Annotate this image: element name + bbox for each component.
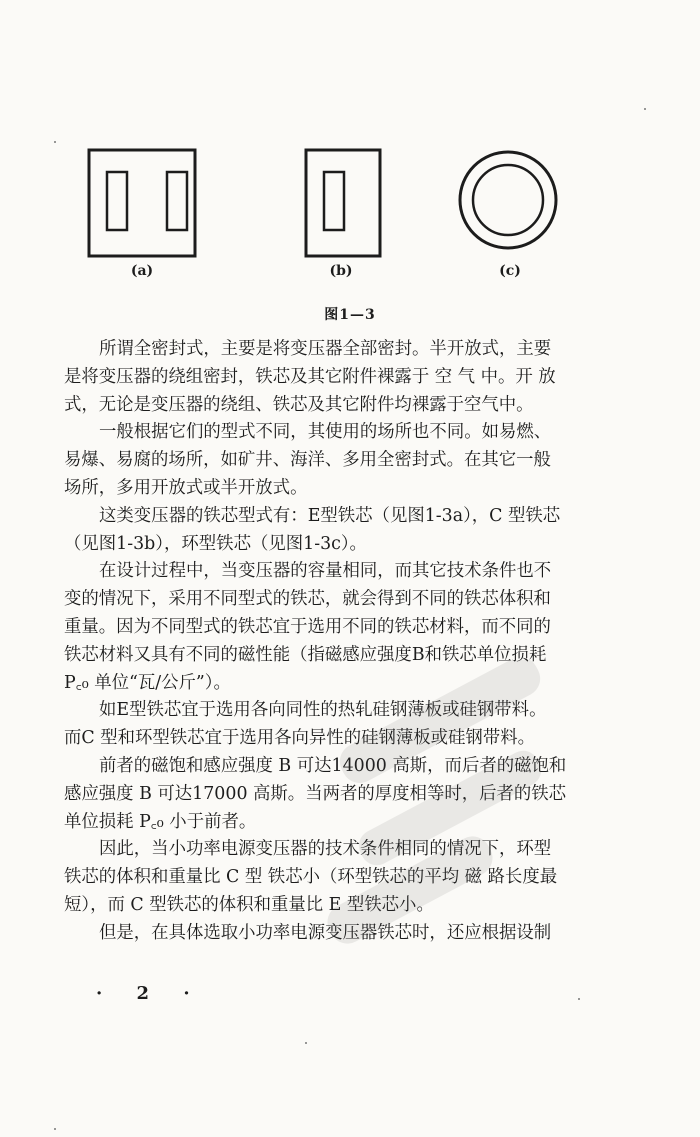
text-line: 前者的磁饱和感应强度 B 可达14000 高斯，而后者的磁饱和 — [99, 755, 567, 776]
figure-a-e-core — [87, 148, 197, 260]
text-line: 感应强度 B 可达17000 高斯。当两者的厚度相等时，后者的铁芯 — [64, 783, 567, 804]
text-line: 易爆、易腐的场所，如矿井、海洋、多用全密封式。在其它一般 — [64, 450, 551, 471]
text-line: 因此，当小功率电源变压器的技术条件相同的情况下，环型 — [99, 839, 552, 860]
text-line: 重量。因为不同型式的铁芯宜于选用不同的铁芯材料，而不同的 — [64, 616, 551, 637]
text-line: （见图1-3b），环型铁芯（见图1-3c）。 — [64, 533, 367, 554]
text-line: 铁芯的体积和重量比 C 型 铁芯小（环型铁芯的平均 磁 路长度最 — [64, 867, 558, 888]
text-line: 这类变压器的铁芯型式有：E型铁芯（见图1-3a），C 型铁芯 — [99, 505, 561, 526]
scan-speck — [644, 108, 646, 110]
text-line: 变的情况下，采用不同型式的铁芯，就会得到不同的铁芯体积和 — [64, 589, 551, 610]
page-number: · 2 · — [96, 983, 204, 1004]
text-line: 场所，多用开放式或半开放式。 — [64, 477, 308, 498]
text-line: P꜀₀ 单位“瓦/公斤”）。 — [64, 672, 231, 693]
scan-speck — [578, 998, 580, 1000]
text-line: 是将变压器的绕组密封，铁芯及其它附件裸露于 空 气 中。开 放 — [64, 366, 556, 387]
body-text — [64, 336, 606, 948]
figure-label-c: (c) — [499, 263, 521, 279]
scan-speck — [54, 1128, 56, 1130]
figure-label-a: (a) — [130, 263, 154, 279]
figure-b-c-core — [304, 148, 382, 260]
scan-speck — [54, 141, 56, 143]
text-line: 如E型铁芯宜于选用各向同性的热轧硅钢薄板或硅钢带料。 — [99, 700, 547, 721]
text-line: 铁芯材料又具有不同的磁性能（指磁感应强度B和铁芯单位损耗 — [64, 644, 547, 665]
text-line: 而C 型和环型铁芯宜于选用各向异性的硅钢薄板或硅钢带料。 — [64, 728, 535, 749]
text-line: 在设计过程中，当变压器的容量相同，而其它技术条件也不 — [99, 561, 552, 582]
text-line: 一般根据它们的型式不同，其使用的场所也不同。如易燃、 — [99, 422, 552, 443]
figure-label-b: (b) — [329, 263, 353, 279]
text-line: 式，无论是变压器的绕组、铁芯及其它附件均裸露于空气中。 — [64, 394, 534, 415]
text-line: 短），而 C 型铁芯的体积和重量比 E 型铁芯小。 — [64, 894, 434, 915]
text-line: 所谓全密封式，主要是将变压器全部密封。半开放式，主要 — [99, 339, 552, 359]
figure-c-ring-core — [456, 148, 560, 260]
scan-speck — [305, 1042, 307, 1044]
text-line: 但是，在具体选取小功率电源变压器铁芯时，还应根据设制 — [99, 922, 552, 943]
figure-caption: 图1—3 — [324, 307, 376, 323]
text-line: 单位损耗 P꜀₀ 小于前者。 — [64, 811, 257, 832]
